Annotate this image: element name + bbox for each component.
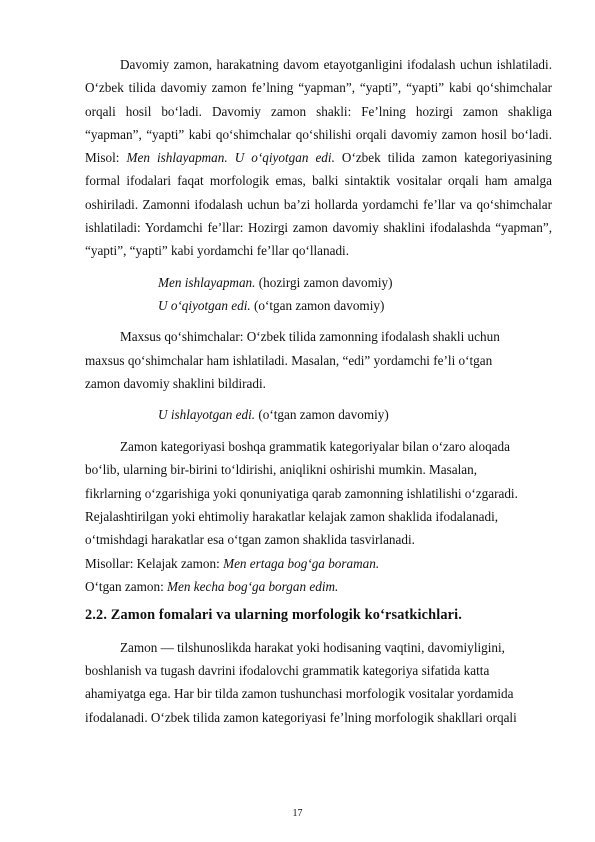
text-line: Zamon kategoriyasi boshqa grammatik kategoriyalar bilan o‘zaro aloqada [120, 438, 510, 454]
italic-example: Men ishlayapman. U o‘qiyotgan edi. [126, 150, 335, 166]
example-line [85, 294, 552, 317]
text-line: boshlanish va tugash davrini ifodalovchi grammatik kategoriya sifatida katta [85, 663, 490, 679]
document-page [85, 53, 552, 729]
italic-example: U ishlayotgan edi. [158, 407, 256, 423]
text-line: Rejalashtirilgan yoki ehtimoliy harakatlar kelajak zamon shaklida ifodalanadi, [85, 509, 499, 524]
example-label: Misollar: Kelajak zamon: [85, 555, 224, 571]
text-line: zamon davomiy shaklini bildiradi. [85, 376, 266, 392]
text-line: ifodalanadi. O‘zbek tilida zamon kategoriyasi fe’lning morfologik shakllari orqali [85, 709, 517, 725]
text-line: bo‘lib, ularning bir-birini to‘ldirishi, aniqlikni oshirishi mumkin. Masalan, [85, 462, 478, 478]
italic-example: Men kecha bog‘ga borgan edim. [167, 579, 339, 595]
paragraph-text: O‘zbek tilida zamon kategoriyasining formal ifodalari faqat morfologik emas, balki sintaktik vositalar orqali ham amalga oshiriladi. Zamonni ifodalash uchun ba’zi hollarda yordamchi fe’llar va qo‘shimchalar ishlatiladi: Yordamchi fe’llar: Hozirgi zamon davomiy shaklini ifodalashda “yapman”, “yapti”, “yapti” kabi yordamchi fe’llar qo‘llanadi. [85, 150, 553, 259]
italic-example: U o‘qiyotgan edi. [158, 297, 251, 313]
example-gloss: (hozirgi zamon davomiy) [255, 274, 393, 290]
text-line: ahamiyatga ega. Har bir tilda zamon tushunchasi morfologik vositalar yordamida [85, 686, 514, 702]
text-line: Maxsus qo‘shimchalar: O‘zbek tilida zamonning ifodalash shakli uchun [120, 329, 500, 345]
text-line: o‘tmishdagi harakatlar esa o‘tgan zamon shaklida tasvirlanadi. [85, 532, 415, 548]
paragraph-continuous-tense [85, 53, 552, 263]
page-number: 17 [292, 808, 303, 819]
example-gloss: (o‘tgan zamon davomiy) [250, 297, 385, 313]
text-line: Zamon — tilshunoslikda harakat yoki hodisaning vaqtini, davomiyligini, [120, 639, 505, 655]
example-line [85, 403, 552, 426]
text-line: maxsus qo‘shimchalar ham ishlatiladi. Masalan, “edi” yordamchi fe’li o‘tgan [85, 352, 493, 368]
example-gloss: (o‘tgan zamon davomiy) [255, 407, 389, 423]
italic-example: Men ishlayapman. [158, 274, 256, 290]
example-line [85, 552, 552, 575]
example-line [85, 271, 552, 294]
text-line: fikrlarning o‘zgarishiga yoki qonuniyatiga qarab zamonning ishlatilishi o‘zgaradi. [85, 485, 518, 501]
example-line [85, 575, 552, 598]
section-heading: 2.2. Zamon fomalari va ularning morfologik ko‘rsatkichlari. [85, 606, 462, 623]
example-label: O‘tgan zamon: [85, 579, 168, 595]
paragraph-text: Davomiy zamon, harakatning davom etayotganligini ifodalash uchun ishlatiladi. O‘zbek tilida davomiy zamon fe’lning “yapman”, “yapti”, “yapti” kabi qo‘shimchalar orqali hosil bo‘ladi. Davomiy zamon shakli: Fe’lning hozirgi zamon shakliga “yapman”, “yapti” kabi qo‘shimchalar qo‘shilishi orqali davomiy zamon hosil bo‘ladi. Misol: [85, 57, 552, 166]
italic-example: Men ertaga bog‘ga boraman. [223, 555, 380, 571]
